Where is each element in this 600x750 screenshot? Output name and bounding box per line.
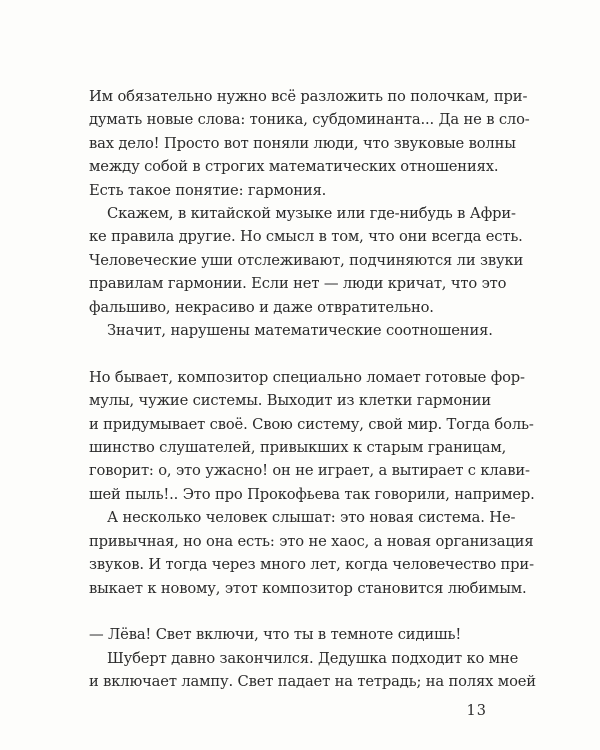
section-break bbox=[89, 600, 489, 623]
text-line: Но бывает, композитор специально ломает готовые фор- bbox=[89, 368, 525, 386]
text-line: Скажем, в китайской музыке или где-нибудь в Афри- bbox=[107, 205, 516, 223]
text-line: говорит: о, это ужасно! он не играет, а вытирает с клави- bbox=[89, 462, 530, 480]
section-break bbox=[89, 342, 489, 365]
text-line: и включает лампу. Свет падает на тетрадь; на полях моей bbox=[89, 673, 536, 691]
text-line: думать новые слова: тоника, субдоминанта... Да не в сло- bbox=[89, 111, 530, 129]
page-number: 13 bbox=[466, 703, 487, 719]
text-line: Им обязательно нужно всё разложить по полочкам, при- bbox=[89, 88, 528, 105]
text-line: ке правила другие. Но смысл в том, что они всегда есть. bbox=[89, 228, 523, 246]
paragraph-4 bbox=[89, 366, 535, 506]
paragraph-2 bbox=[89, 202, 524, 319]
text-line: Шуберт давно закончился. Дедушка подходит ко мне bbox=[107, 649, 519, 667]
text-line: А несколько человек слышат: это новая система. Не- bbox=[107, 509, 516, 527]
text-line: выкает к новому, этот композитор становится любимым. bbox=[89, 579, 527, 597]
page-body bbox=[89, 85, 536, 694]
text-line: Человеческие уши отслеживают, подчиняются ли звуки bbox=[89, 251, 524, 269]
paragraph-1 bbox=[89, 85, 530, 202]
text-line: Есть такое понятие: гармония. bbox=[89, 181, 327, 199]
text-line: фальшиво, некрасиво и даже отвратительно. bbox=[89, 298, 434, 316]
text-line: правилам гармонии. Если нет — люди кричат, что это bbox=[89, 275, 507, 293]
text-line: вах дело! Просто вот поняли люди, что звуковые волны bbox=[89, 134, 516, 152]
text-line: привычная, но она есть: это не хаос, а новая организация bbox=[89, 532, 534, 550]
text-line: шинство слушателей, привыкших к старым границам, bbox=[89, 439, 507, 457]
paragraph-3 bbox=[89, 319, 493, 342]
text-line: мулы, чужие системы. Выходит из клетки гармонии bbox=[89, 392, 492, 410]
paragraph-6 bbox=[89, 623, 489, 646]
dialogue-line: — Лёва! Свет включи, что ты в темноте сидишь! bbox=[89, 626, 462, 644]
text-line: шей пыль!.. Это про Прокофьева так говорили, например. bbox=[89, 485, 535, 503]
text-line: и придумывает своё. Свою систему, свой мир. Тогда боль- bbox=[89, 415, 534, 433]
text-line: звуков. И тогда через много лет, когда человечество при- bbox=[89, 556, 534, 574]
text-line: между собой в строгих математических отношениях. bbox=[89, 158, 499, 176]
paragraph-7 bbox=[89, 647, 536, 694]
paragraph-5 bbox=[89, 506, 534, 600]
text-line: Значит, нарушены математические соотношения. bbox=[107, 322, 493, 340]
